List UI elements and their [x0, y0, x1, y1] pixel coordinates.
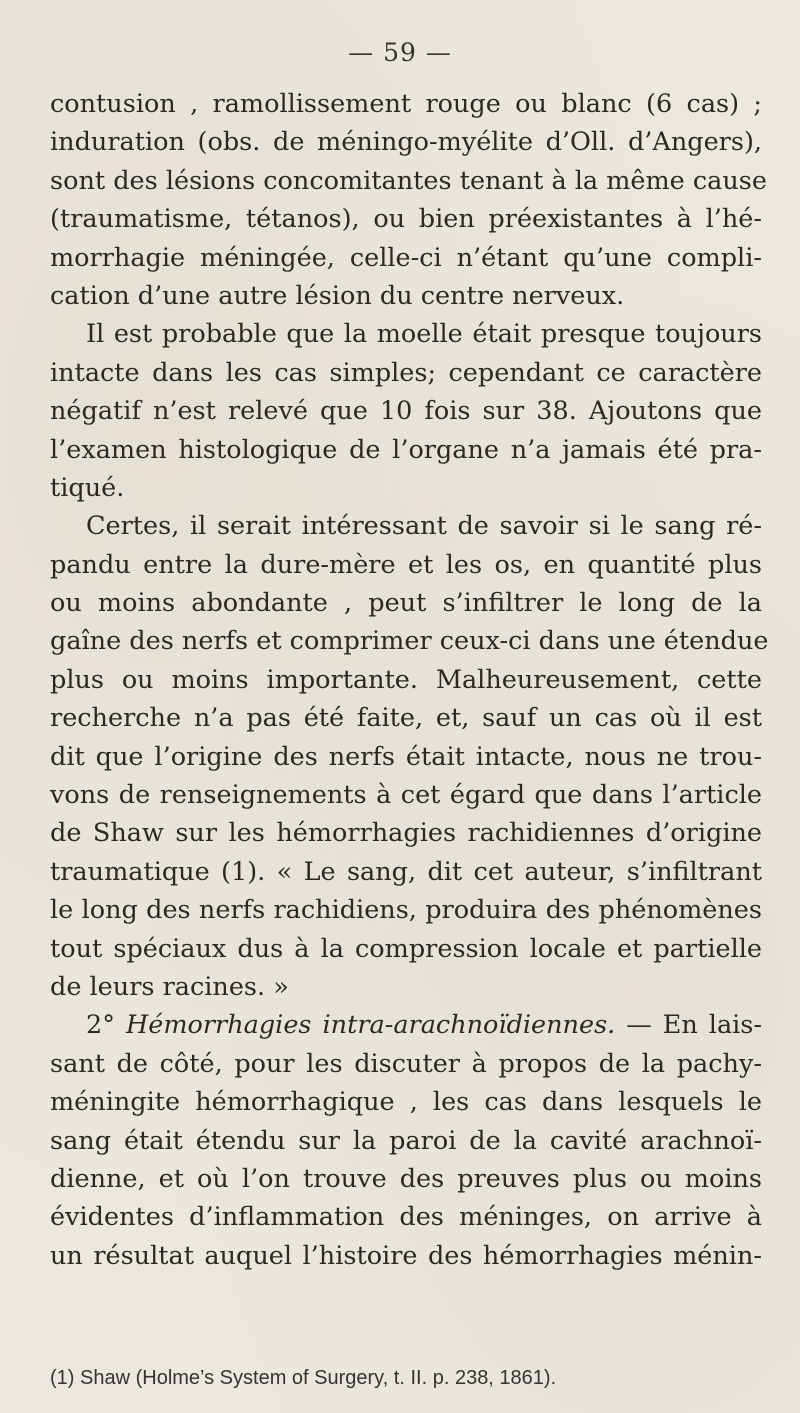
text-line: de leurs racines. »	[50, 971, 289, 1002]
text-line: traumatique (1). « Le sang, dit cet auteur, s’infiltrant	[50, 856, 762, 887]
section-heading-line	[50, 1006, 762, 1044]
text-line: vons de renseignements à cet égard que dans l’article	[50, 780, 762, 811]
section-title: Hémorrhagies intra-arachnoïdiennes.	[125, 1010, 616, 1041]
text-line: sont des lésions concomitantes tenant à la même cause	[50, 165, 767, 196]
text-line: dienne, et où l’on trouve des preuves plus ou moins	[50, 1163, 762, 1194]
text-line: tiqué.	[50, 472, 125, 503]
section-number: 2°	[86, 1010, 115, 1041]
paragraph-3	[50, 507, 769, 1006]
text-line: sant de côté, pour les discuter à propos de la pachy-	[50, 1048, 762, 1079]
text-line: Il est probable que la moelle était presque toujours	[86, 319, 762, 350]
text-line: l’examen histologique de l’organe n’a jamais été pra-	[50, 434, 762, 465]
footnote: (1) Shaw (Holme’s System of Surgery, t. II. p. 238, 1861).	[50, 1367, 557, 1389]
body-text	[50, 85, 769, 1275]
text-line: gaîne des nerfs et comprimer ceux-ci dans une étendue	[50, 626, 769, 657]
text-line: cation d’une autre lésion du centre nerveux.	[50, 280, 625, 311]
text-line: intacte dans les cas simples; cependant ce caractère	[50, 357, 762, 388]
text-line: contusion , ramollissement rouge ou blanc (6 cas) ;	[50, 89, 762, 119]
text-line: sang était étendu sur la paroi de la cavité arachnoï-	[50, 1125, 762, 1156]
text-line: évidentes d’inflammation des méninges, on arrive à	[50, 1202, 762, 1233]
text-line: induration (obs. de méningo-myélite d’Oll. d’Angers),	[50, 127, 762, 158]
text-line: morrhagie méningée, celle-ci n’étant qu’une compli-	[50, 242, 762, 273]
text-line: plus ou moins importante. Malheureusement, cette	[50, 664, 762, 695]
page-number: — 59 —	[348, 38, 452, 67]
paragraph-1	[50, 85, 767, 315]
text-line: recherche n’a pas été faite, et, sauf un cas où il est	[50, 703, 762, 734]
text-line: dit que l’origine des nerfs était intacte, nous ne trou-	[50, 741, 762, 772]
text-line: Certes, il serait intéressant de savoir si le sang ré-	[86, 511, 762, 542]
text-line: le long des nerfs rachidiens, produira des phénomènes	[50, 895, 762, 926]
text-line: pandu entre la dure-mère et les os, en quantité plus	[50, 549, 762, 580]
text-fragment: — En lais-	[626, 1010, 762, 1041]
paragraph-4	[50, 1006, 762, 1275]
text-line: (traumatisme, tétanos), ou bien préexistantes à l’hé-	[50, 204, 762, 235]
text-line: négatif n’est relevé que 10 fois sur 38. Ajoutons que	[50, 396, 762, 427]
text-line: ou moins abondante , peut s’infiltrer le long de la	[50, 588, 762, 619]
paragraph-2	[50, 315, 762, 507]
text-line: méningite hémorrhagique , les cas dans lesquels le	[50, 1087, 762, 1118]
text-line: tout spéciaux dus à la compression locale et partielle	[50, 933, 762, 964]
text-line: un résultat auquel l’histoire des hémorrhagies ménin-	[50, 1240, 762, 1271]
text-line: de Shaw sur les hémorrhagies rachidiennes d’origine	[50, 818, 762, 849]
